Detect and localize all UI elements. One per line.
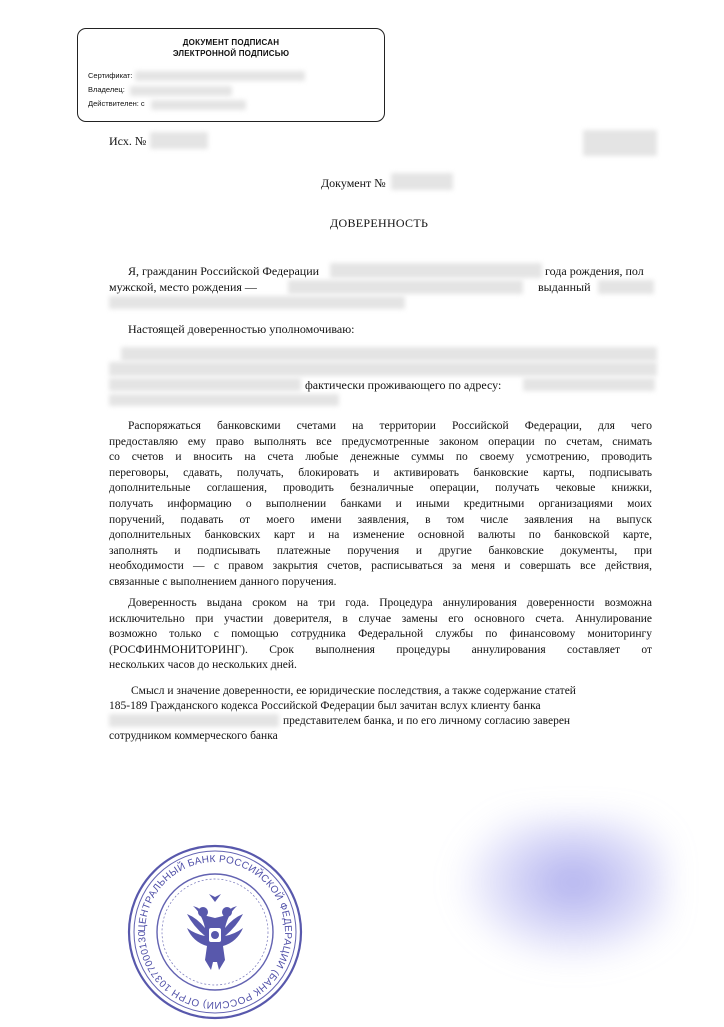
signature-box-title-1: ДОКУМЕНТ ПОДПИСАН [182,38,280,47]
powers-line: заполнять и подписывать платежные поручения и другие банковские документы, при [109,544,652,557]
term-paragraph [109,596,652,674]
valid-label: Действителен: с [88,99,145,108]
address-redaction-2 [109,394,339,406]
seal-ring-text: ЦЕНТРАЛЬНЫЙ БАНК РОССИЙСКОЙ ФЕДЕРАЦИИ (БАНК РОССИИ) ОГРН 10377000130 [136,853,294,1011]
blurred-stamp [455,815,670,965]
residence-text: фактически проживающего по адресу: [305,378,502,392]
powers-line: необходимости — с правом закрытия счетов, расписываться за меня и совершать все действия, [109,560,652,573]
issuer-redaction-2 [109,296,405,309]
address-redaction-1 [523,378,655,391]
term-line: возможно только с помощью сотрудника Федеральной службы по финансовому мониторингу [109,628,652,641]
powers-paragraph [109,419,652,591]
representative-redaction-2 [109,362,657,376]
bank-representative-redaction [109,714,279,727]
citizen-name-redaction [330,263,542,278]
powers-line: поручений, подавать от моего имени заявления, в том числе заявления на выпуск [109,513,652,526]
authorize-text: Настоящей доверенностью уполномочиваю: [128,322,355,336]
meaning-line-3: представителем банка, и по его личному согласию заверен [283,715,571,727]
signature-box-title-2: ЭЛЕКТРОННОЙ ПОДПИСЬЮ [172,49,290,58]
powers-line: связанные с выполнением данного поручения. [109,575,337,588]
eagle-emblem-icon [187,894,243,970]
meaning-line-4: сотрудником коммерческого банка [109,730,278,742]
term-line: нескольких часов до нескольких дней. [109,659,297,672]
owner-redaction [130,86,232,96]
powers-line: со счетов и вносить на счета любые денежные суммы по своему усмотрению, проводить [109,451,652,464]
powers-line: переговоры, сдавать, получать, блокировать и активировать банковские карты, подписывать [109,466,652,479]
certificate-redaction [135,71,305,81]
document-number-label: Документ № [321,176,386,190]
date-redaction [583,130,657,156]
owner-label: Владелец: [88,85,125,94]
representative-redaction-3 [109,378,301,391]
seal-graphic [125,842,305,1022]
certificate-label: Сертификат: [88,71,133,80]
meaning-line-2: 185-189 Гражданского кодекса Российской Федерации был зачитан вслух клиенту банка [109,700,541,712]
meaning-line-1: Смысл и значение доверенности, ее юридические последствия, а также содержание статей [131,685,576,697]
powers-line: получать информацию о выполнении банками и иными кредитными организациями моих [109,497,652,510]
issuer-redaction-1 [598,280,654,294]
citizen-intro-text: Я, гражданин Российской Федерации [128,264,320,278]
powers-line: Распоряжаться банковскими счетами на территории Российской Федерации, для чего [128,420,652,432]
term-line: исключительно при участии доверителя, в случае замены его основного счета. Аннулирование [109,612,652,625]
issued-text: выданный [538,280,591,294]
birthplace-text: мужской, место рождения — [109,280,257,294]
birth-year-text: года рождения, пол [545,264,644,278]
powers-line: дополнительные соглашения, проводить безналичные операции, получать чековые книжки, [109,482,652,495]
powers-line: дополнительных банковских карт и на изменение основной валюты по банковской карте, [109,529,652,542]
central-bank-seal [125,842,305,1022]
representative-redaction-1 [121,347,657,361]
document-number-redaction [391,173,453,190]
term-line: (РОСФИНМОНИТОРИНГ). Срок выполнения процедуры аннулирования составляет от [109,643,652,656]
outgoing-number-label: Исх. № [109,134,147,148]
valid-redaction [151,100,246,110]
birthplace-redaction [288,280,523,294]
powers-line: предоставляю ему право выполнять все предусмотренные законом операции по счетам, снимать [109,435,652,448]
electronic-signature-box [77,28,385,122]
document-title: ДОВЕРЕННОСТЬ [330,216,429,230]
outgoing-number-redaction [150,132,208,149]
term-line: Доверенность выдана сроком на три года. Процедура аннулирования доверенности возможна [128,597,652,609]
